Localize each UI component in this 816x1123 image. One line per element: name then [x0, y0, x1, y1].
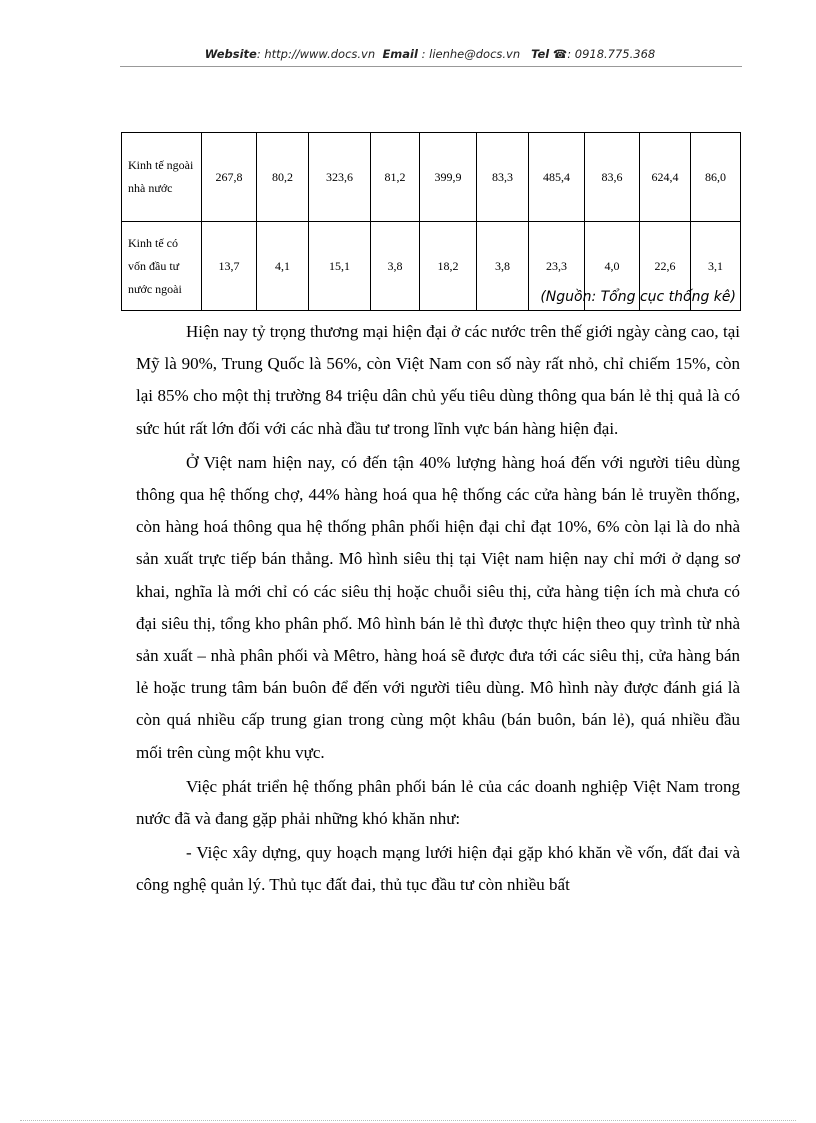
row-label: Kinh tế ngoài nhà nước [122, 133, 202, 222]
body-paragraph: Việc phát triển hệ thống phân phối bán lẻ của các doanh nghiệp Việt Nam trong nước đã và đang gặp phải những khó khăn như: [136, 776, 740, 829]
header-divider [120, 66, 742, 67]
table-cell: 13,7 [202, 222, 257, 311]
page-bottom-border [20, 1120, 796, 1121]
table-cell: 4,1 [257, 222, 309, 311]
table-cell: 83,6 [585, 133, 640, 222]
tel-number: : 0918.775.368 [567, 47, 656, 61]
website-label: Website [204, 47, 257, 61]
table-cell: 81,2 [371, 133, 420, 222]
table-cell: 23,3 [529, 222, 585, 311]
table-cell: 80,2 [257, 133, 309, 222]
body-paragraph: - Việc xây dựng, quy hoạch mạng lưới hiện đại gặp khó khăn về vốn, đất đai và công nghệ quản lý. Thủ tục đất đai, thủ tục đầu tư còn nhiều bất [136, 843, 740, 895]
table-cell: 3,1 [691, 222, 741, 311]
body-paragraph: Ở Việt nam hiện nay, có đến tận 40% lượng hàng hoá đến với người tiêu dùng thông qua hệ thống chợ, 44% hàng hoá qua hệ thống các cửa hàng bán lẻ truyền thống, còn hàng hoá thông qua hệ thống phân phối hiện đại chỉ đạt 10%, 6% còn lại là do nhà sản xuất trực tiếp bán thẳng. Mô hình siêu thị tại Việt nam hiện nay chỉ mới ở dạng sơ khai, nghĩa là mới chỉ có các siêu thị hoặc chuỗi siêu thị, cửa hàng tiện ích mà chưa có đại siêu thị, tổng kho phân phố. Mô hình bán lẻ thì được thực hiện theo quy trình từ nhà sản xuất – nhà phân phối và Mêtro, hàng hoá sẽ được đưa tới các siêu thị, cửa hàng bán lẻ hoặc trung tâm bán buôn để đến với người tiêu dùng. Mô hình này được đánh giá là còn quá nhiều cấp trung gian trong cùng một khâu (bán buôn, bán lẻ), quá nhiều đầu mối trên cùng một khu vực. [136, 452, 740, 762]
table-cell: 485,4 [529, 133, 585, 222]
table-cell: 86,0 [691, 133, 741, 222]
page-header [120, 47, 740, 61]
table-cell: 4,0 [585, 222, 640, 311]
tel-label: Tel [531, 47, 550, 61]
table-cell: 22,6 [640, 222, 691, 311]
table-cell: 323,6 [309, 133, 371, 222]
table-cell: 3,8 [371, 222, 420, 311]
statistics-table [121, 132, 741, 311]
email-address[interactable]: : lienhe@docs.vn [421, 47, 521, 61]
document-body [136, 316, 740, 904]
table-cell: 267,8 [202, 133, 257, 222]
row-label: Kinh tế có vốn đầu tư nước ngoài [122, 222, 202, 311]
table-cell: 3,8 [477, 222, 529, 311]
table-cell: 15,1 [309, 222, 371, 311]
email-label: Email [382, 47, 418, 61]
table-cell: 83,3 [477, 133, 529, 222]
table-row [122, 133, 741, 222]
body-paragraph: Hiện nay tỷ trọng thương mại hiện đại ở các nước trên thế giới ngày càng cao, tại Mỹ là 90%, Trung Quốc là 56%, còn Việt Nam con số này rất nhỏ, chỉ chiếm 15%, còn lại 85% cho một thị trường 84 triệu dân chủ yếu tiêu dùng thông qua bán lẻ thị quả là có sức hút rất lớn đối với các nhà đầu tư trong lĩnh vực bán hàng hiện đại. [136, 322, 740, 438]
website-url[interactable]: : http://www.docs.vn [256, 47, 376, 61]
table-source-note: (Nguồn: Tổng cục thống kê) [540, 289, 736, 305]
table-cell: 624,4 [640, 133, 691, 222]
table-cell: 399,9 [420, 133, 477, 222]
phone-icon: ☎ [552, 47, 568, 61]
table-cell: 18,2 [420, 222, 477, 311]
